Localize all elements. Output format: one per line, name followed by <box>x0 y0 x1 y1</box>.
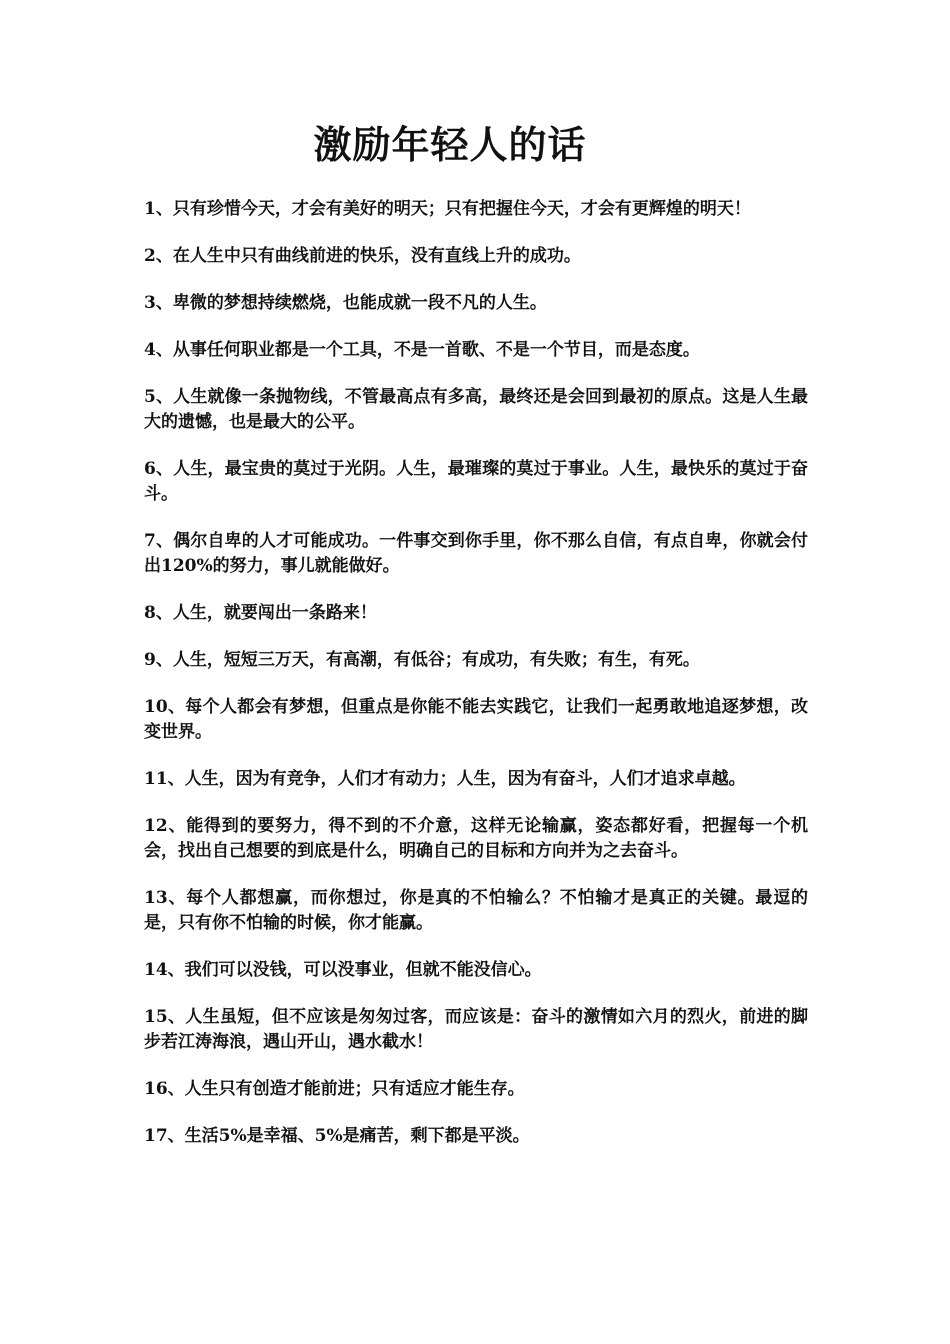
quote-11: 11、人生，因为有竞争，人们才有动力；人生，因为有奋斗，人们才追求卓越。 <box>144 769 746 789</box>
quote-14: 14、我们可以没钱，可以没事业，但就不能没信心。 <box>144 960 542 980</box>
quote-13: 13、每个人都想赢，而你想过，你是真的不怕输么？不怕输才是真正的关键。最逗的是，只有你不怕输的时候，你才能赢。 <box>144 888 808 933</box>
quote-6: 6、人生，最宝贵的莫过于光阴。人生，最璀璨的莫过于事业。人生，最快乐的莫过于奋斗。 <box>144 459 808 504</box>
quote-8: 8、人生，就要闯出一条路来！ <box>144 603 377 623</box>
quote-7: 7、偶尔自卑的人才可能成功。一件事交到你手里，你不那么自信，有点自卑，你就会付出120%的努力，事儿就能做好。 <box>144 531 808 576</box>
quote-1: 1、只有珍惜今天，才会有美好的明天；只有把握住今天，才会有更辉煌的明天！ <box>144 199 751 219</box>
page-title: 激励年轻人的话 <box>313 122 587 167</box>
quote-4: 4、从事任何职业都是一个工具，不是一首歌、不是一个节目，而是态度。 <box>144 340 700 360</box>
quote-2: 2、在人生中只有曲线前进的快乐，没有直线上升的成功。 <box>144 246 581 266</box>
quote-10: 10、每个人都会有梦想，但重点是你能不能去实践它，让我们一起勇敢地追逐梦想，改变世界。 <box>144 697 808 742</box>
quote-9: 9、人生，短短三万天，有高潮，有低谷；有成功，有失败；有生，有死。 <box>144 650 700 670</box>
quote-list <box>144 197 808 1171</box>
quote-16: 16、人生只有创造才能前进；只有适应才能生存。 <box>144 1079 525 1099</box>
quote-17: 17、生活5%是幸福、5%是痛苦，剩下都是平淡。 <box>144 1126 530 1146</box>
quote-5: 5、人生就像一条抛物线，不管最高点有多高，最终还是会回到最初的原点。这是人生最大的遗憾，也是最大的公平。 <box>144 387 808 432</box>
quote-3: 3、卑微的梦想持续燃烧，也能成就一段不凡的人生。 <box>144 293 547 313</box>
quote-12: 12、能得到的要努力，得不到的不介意，这样无论输赢，姿态都好看，把握每一个机会，找出自己想要的到底是什么，明确自己的目标和方向并为之去奋斗。 <box>144 816 808 861</box>
quote-15: 15、人生虽短，但不应该是匆匆过客，而应该是：奋斗的激情如六月的烈火，前进的脚步若江涛海浪，遇山开山，遇水截水！ <box>144 1007 808 1052</box>
